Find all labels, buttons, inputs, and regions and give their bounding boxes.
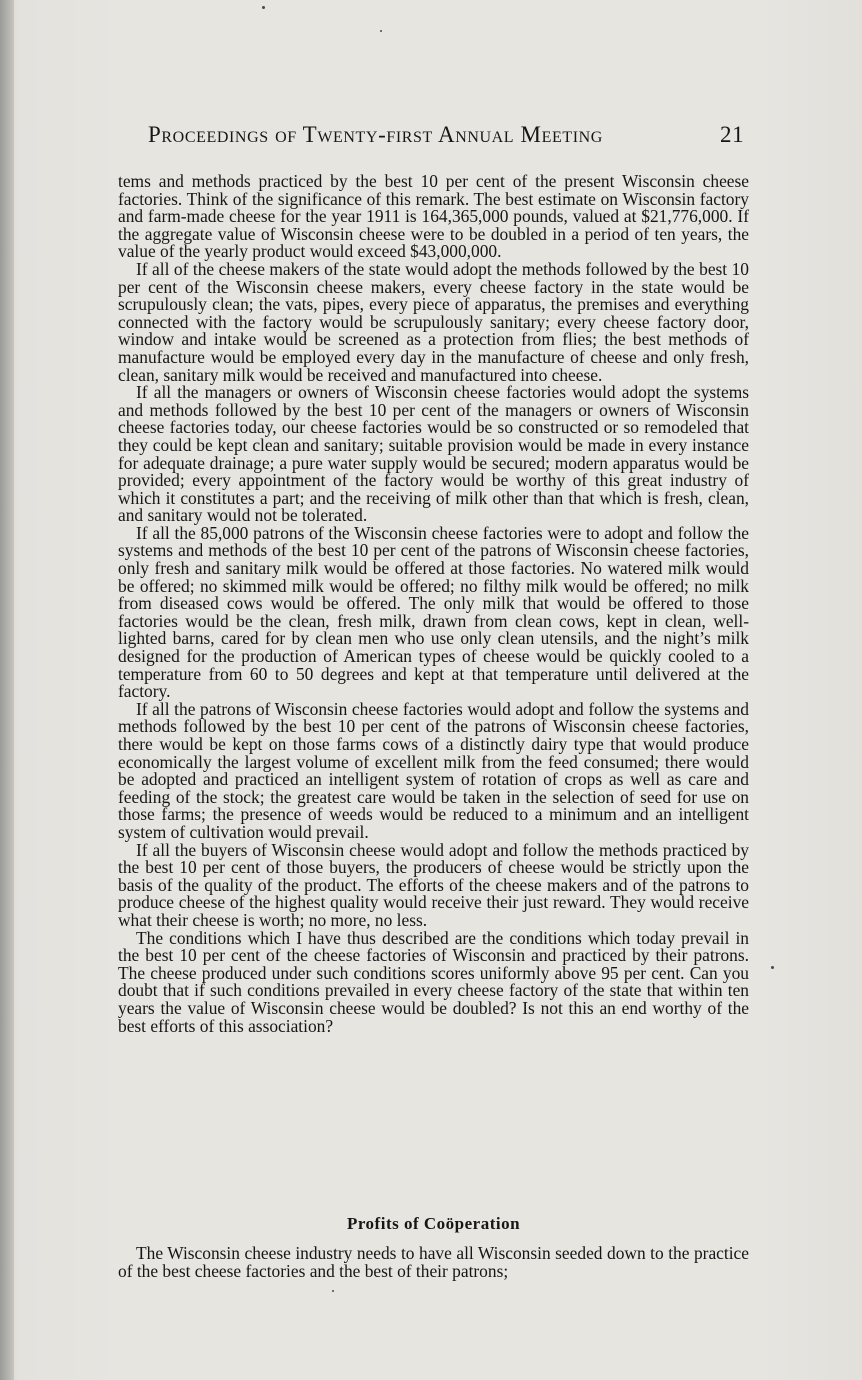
paragraph-cheese-makers: If all of the cheese makers of the state would adopt the methods followed by the best 10 per cent of the Wisconsin cheese makers, every cheese factory in the state would be scrupulously clean; the vats, pipes, every piece of apparatus, the premises and everything connected with the factory would be scrupulously sanitary; every cheese factory door, window and intake would be screened as a protection from flies; the best methods of manufacture would be employed every day in the manufacture of cheese and only fresh, clean, sanitary milk would be received and manufactured into cheese. <box>118 258 749 385</box>
scan-speck <box>262 6 265 9</box>
page-spine-shadow <box>0 0 14 1380</box>
page-number: 21 <box>720 122 745 147</box>
scan-speck <box>332 1290 334 1292</box>
paragraph-profits: The Wisconsin cheese industry needs to have all Wisconsin seeded down to the practice of the best cheese factories and the best of their patrons; <box>118 1243 749 1281</box>
paragraph-patrons-farms: If all the patrons of Wisconsin cheese factories would adopt and follow the systems and methods followed by the best 10 per cent of the patrons of Wisconsin cheese factories, there would be kept on those farms cows of a distinctly dairy type that would produce economically the largest volume of excellent milk from the feed consumed; there would be adopted and practiced an intelligent system of rotation of crops as well as care and feeding of the stock; the greatest care would be taken in the selection of seed for use on those farms; the presence of weeds would be reduced to a minimum and an intelligent system of cultivation would prevail. <box>118 698 749 842</box>
body-text <box>118 173 749 1035</box>
running-header-title: Proceedings of Twenty-first Annual Meeting <box>148 122 603 147</box>
section-heading: Profits of Coöperation <box>346 1214 521 1233</box>
running-header <box>148 122 748 148</box>
paragraph-managers-owners: If all the managers or owners of Wisconsin cheese factories would adopt the systems and methods followed by the best 10 per cent of the managers or owners of Wisconsin cheese factories today, our cheese factories would be so constructed or so remodeled that they could be kept clean and sanitary; suitable provision would be made in every instance for adequate drainage; a pure water supply would be secured; modern apparatus would be provided; every appointment of the factory would be worthy of this great industry of which it constitutes a part; and the receiving of milk other than that which is fresh, clean, and sanitary would not be tolerated. <box>118 382 749 526</box>
scan-speck <box>380 30 382 32</box>
paragraph-patrons-milk: If all the 85,000 patrons of the Wisconsin cheese factories were to adopt and follow the systems and methods of the best 10 per cent of the patrons of Wisconsin cheese factories, only fresh and sanitary milk would be offered at those factories. No watered milk would be offered; no skimmed milk would be offered; no filthy milk would be offered; no milk from diseased cows would be offered. The only milk that would be offered to those factories would be the clean, fresh milk, drawn from clean cows, kept in clean, well-lighted barns, cared for by clean men who use only clean utensils, and the night’s milk designed for the production of American types of cheese would be quickly cooled to a temperature from 60 to 50 degrees and kept at that temperature until delivered at the factory. <box>118 522 749 702</box>
paragraph-continuation: tems and methods practiced by the best 10 per cent of the present Wisconsin cheese factories. Think of the significance of this remark. The best estimate on Wisconsin factory and farm-made cheese for the year 1911 is 164,365,000 pounds, valued at $21,776,000. If the aggregate value of Wisconsin cheese were to be doubled in a period of ten years, the value of the yearly product would exceed $43,000,000. <box>118 171 749 262</box>
paragraph-conditions: The conditions which I have thus described are the conditions which today prevail in the best 10 per cent of the cheese factories of Wisconsin and practiced by their patrons. The cheese produced under such conditions scores uniformly above 95 per cent. Can you doubt that if such conditions prevailed in every cheese factory of the state that within ten years the value of Wisconsin cheese would be doubled? Is not this an end worthy of the best efforts of this association? <box>118 927 749 1036</box>
paragraph-buyers: If all the buyers of Wisconsin cheese would adopt and follow the methods practiced by the best 10 per cent of those buyers, the producers of cheese would be strictly upon the basis of the quality of the product. The efforts of the cheese makers and of the patrons to produce cheese of the highest quality would receive their just reward. They would receive what their cheese is worth; no more, no less. <box>118 839 749 930</box>
scan-speck <box>771 966 774 969</box>
